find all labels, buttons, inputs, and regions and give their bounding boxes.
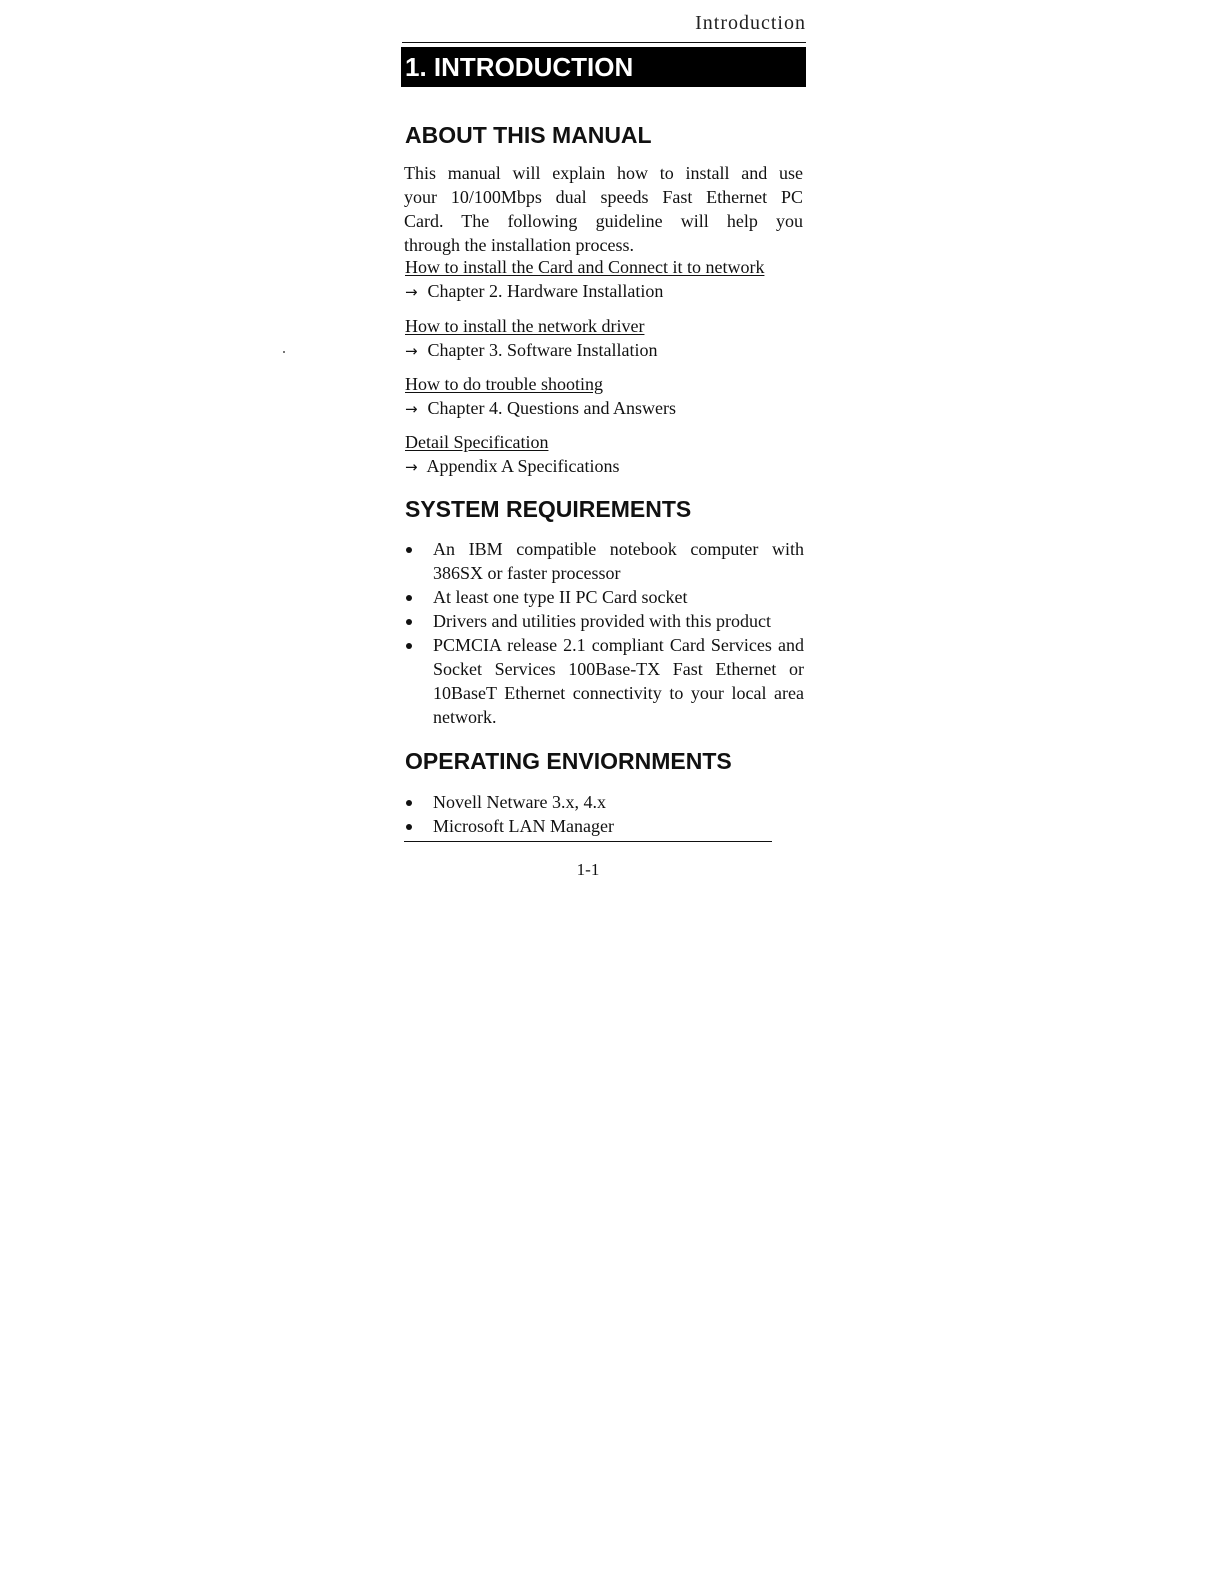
list-item [405, 790, 804, 814]
bullet-icon [406, 800, 412, 806]
list-item-text: PCMCIA release 2.1 compliant Card Services and Socket Services 100Base-TX Fast Ethernet or 10BaseT Ethernet connectivity to your local area network. [433, 635, 804, 727]
intro-line: This manual will explain how to install and use [404, 163, 803, 183]
environments-list [405, 790, 804, 838]
guide-link-troubleshooting[interactable]: How to do trouble shooting [405, 374, 603, 394]
bullet-icon [406, 643, 412, 649]
bullet-icon [406, 547, 412, 553]
scan-speck [283, 351, 285, 353]
list-item [405, 633, 804, 729]
arrow-right-icon: → [405, 458, 418, 476]
page-number: 1-1 [576, 860, 600, 879]
guide-ref-specification [405, 454, 620, 479]
list-item-text: At least one type II PC Card socket [433, 587, 688, 607]
about-heading: ABOUT THIS MANUAL [405, 122, 652, 148]
running-header: Introduction [695, 12, 806, 34]
list-item-text: Microsoft LAN Manager [433, 816, 614, 836]
bullet-icon [406, 595, 412, 601]
system-requirements-heading: SYSTEM REQUIREMENTS [405, 496, 692, 522]
guide-link-driver[interactable]: How to install the network driver [405, 316, 645, 336]
intro-line: Card. The following guideline will help you [404, 211, 803, 231]
chapter-title: 1. INTRODUCTION [401, 47, 806, 87]
list-item-text: An IBM compatible notebook computer with 386SX or faster processor [433, 539, 804, 583]
guide-ref-troubleshooting [405, 396, 676, 421]
list-item [405, 537, 804, 585]
bullet-icon [406, 619, 412, 625]
list-item-text: Novell Netware 3.x, 4.x [433, 792, 606, 812]
guide-ref-text: Appendix A Specifications [426, 456, 620, 476]
list-item [405, 814, 804, 838]
list-item [405, 585, 804, 609]
guide-link-hardware[interactable]: How to install the Card and Connect it to network [405, 257, 765, 277]
guide-ref-text: Chapter 3. Software Installation [427, 340, 658, 360]
header-divider [402, 42, 806, 43]
list-item-text: Drivers and utilities provided with this product [433, 611, 771, 631]
operating-environments-heading: OPERATING ENVIORNMENTS [405, 748, 732, 774]
guide-ref-driver [405, 338, 657, 363]
guide-ref-text: Chapter 4. Questions and Answers [427, 398, 676, 418]
arrow-right-icon: → [405, 342, 418, 360]
arrow-right-icon: → [405, 400, 418, 418]
arrow-right-icon: → [405, 283, 418, 301]
guide-ref-hardware [405, 279, 663, 304]
list-item [405, 609, 804, 633]
requirements-list [405, 537, 804, 729]
footer-divider [404, 841, 772, 842]
intro-line: your 10/100Mbps dual speeds Fast Ethernet PC [404, 187, 803, 207]
guide-ref-text: Chapter 2. Hardware Installation [427, 281, 664, 301]
intro-line: through the installation process. [404, 235, 634, 255]
intro-paragraph [404, 161, 803, 257]
bullet-icon [406, 824, 412, 830]
guide-link-specification[interactable]: Detail Specification [405, 432, 549, 452]
